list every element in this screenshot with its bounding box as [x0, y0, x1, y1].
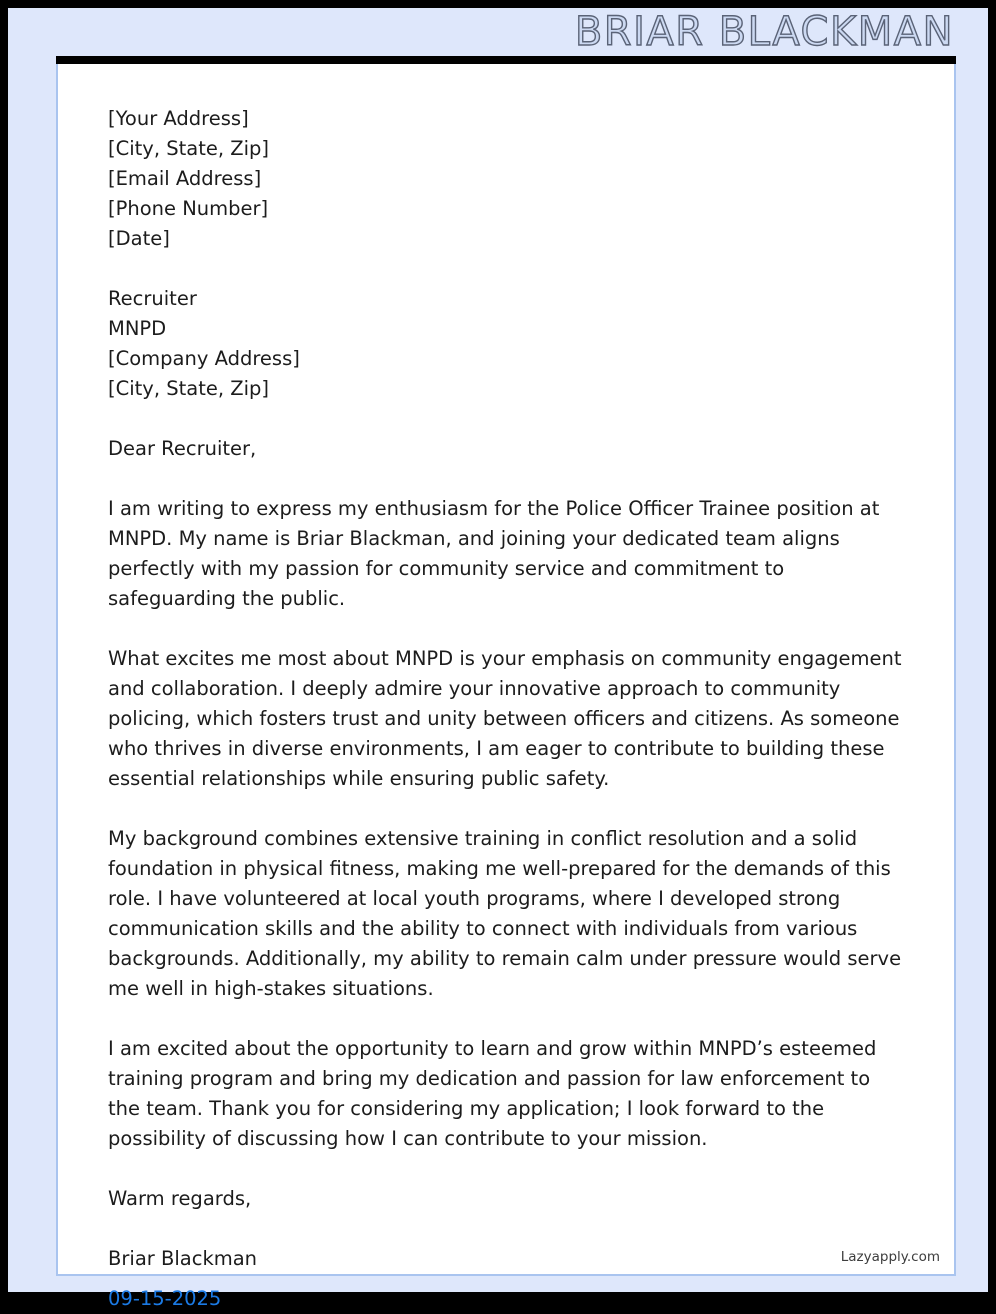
cover-letter-body [108, 104, 906, 1314]
cover-letter-card [56, 64, 956, 1310]
footer-brand-watermark: Lazyapply.com [840, 1249, 940, 1265]
body-paragraph: My background combines extensive training in conflict resolution and a solid foundation in physical fitness, making me well-prepared for the demands of this role. I have volunteered at local youth programs, where I developed strong communication skills and the ability to connect with individuals from various backgrounds. Additionally, my ability to remain calm under pressure would serve me well in high-stakes situations. [108, 827, 902, 1000]
recipient-address-line: MNPD [108, 317, 167, 340]
recipient-address-block [108, 284, 906, 404]
signature-date: 09-15-2025 [108, 1287, 222, 1310]
sender-address-line: [Your Address] [108, 107, 249, 130]
recipient-address-line: [City, State, Zip] [108, 377, 269, 400]
letterhead-header [56, 8, 956, 56]
sender-address-line: [Email Address] [108, 167, 262, 190]
sender-address-block [108, 104, 906, 254]
recipient-address-line: [Company Address] [108, 347, 300, 370]
body-paragraph: What excites me most about MNPD is your emphasis on community engagement and collaboration. I deeply admire your innovative approach to community policing, which fosters trust and unity between officers and citizens. As someone who thrives in diverse environments, I am eager to contribute to building these essential relationships while ensuring public safety. [108, 647, 902, 790]
header-divider-rule [56, 56, 956, 64]
sender-address-line: [Date] [108, 227, 170, 250]
sender-address-line: [Phone Number] [108, 197, 269, 220]
applicant-name-heading: BRIAR BLACKMAN [574, 9, 954, 55]
sender-address-line: [City, State, Zip] [108, 137, 269, 160]
salutation: Dear Recruiter, [108, 437, 257, 460]
signature-name: Briar Blackman [108, 1247, 258, 1270]
body-paragraph: I am excited about the opportunity to learn and grow within MNPD’s esteemed training program and bring my dedication and passion for law enforcement to the team. Thank you for considering my application; I look forward to the possibility of discussing how I can contribute to your mission. [108, 1037, 877, 1150]
recipient-address-line: Recruiter [108, 287, 197, 310]
page-background [8, 8, 988, 1310]
body-paragraph: I am writing to express my enthusiasm for the Police Officer Trainee position at MNPD. My name is Briar Blackman, and joining your dedicated team aligns perfectly with my passion for community service and commitment to safeguarding the public. [108, 497, 880, 610]
closing-salutation: Warm regards, [108, 1187, 252, 1210]
